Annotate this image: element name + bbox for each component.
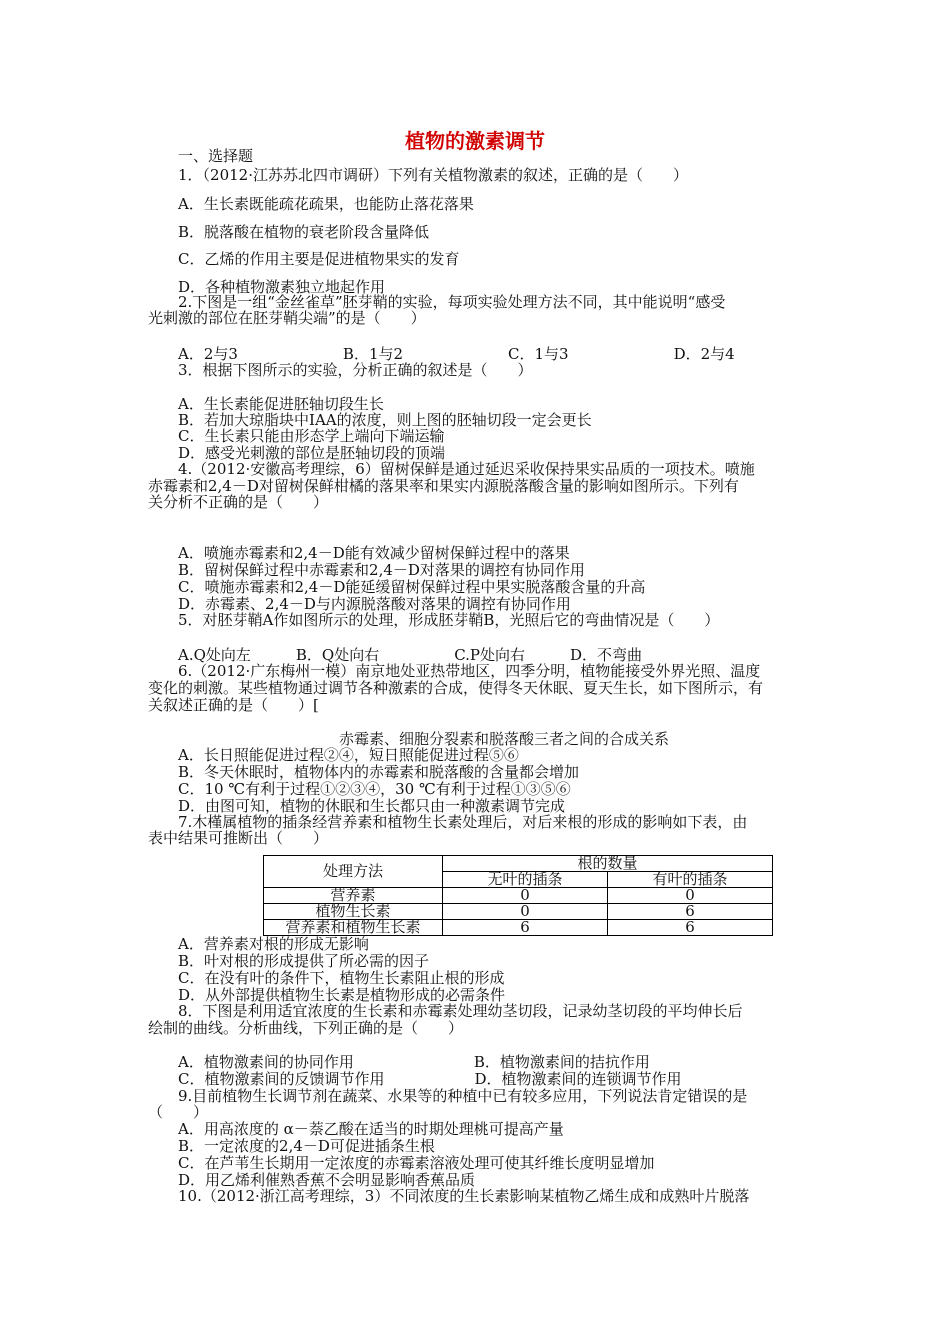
text-line: A．生长素既能疏花疏果，也能防止落花落果 bbox=[178, 195, 474, 213]
table-cell-no-leaf: 0 bbox=[443, 904, 608, 920]
text-line: C．10 ℃有利于过程①②③④，30 ℃有利于过程①③⑤⑥ bbox=[178, 780, 571, 798]
text-line: A．植物激素间的协同作用 B．植物激素间的拮抗作用 bbox=[178, 1053, 650, 1071]
text-line: 光刺激的部位在胚芽鞘尖端”的是（ ） bbox=[148, 309, 426, 327]
text-line: 赤霉素和2,4－D对留树保鲜柑橘的落果率和果实内源脱落酸含量的影响如图所示。下列有 bbox=[148, 477, 739, 495]
table-cell-method: 营养素 bbox=[264, 888, 443, 904]
text-line: D．赤霉素、2,4－D与内源脱落酸对落果的调控有协同作用 bbox=[178, 595, 571, 613]
table-subheader-no-leaf: 无叶的插条 bbox=[443, 872, 608, 888]
text-line: A.Q处向左 B．Q处向右 C.P处向右 D．不弯曲 bbox=[178, 646, 643, 664]
root-count-table bbox=[263, 855, 773, 936]
text-line: 表中结果可推断出（ ） bbox=[148, 829, 329, 847]
text-line: A．营养素对根的形成无影响 bbox=[178, 935, 369, 953]
text-line: A．生长素能促进胚轴切段生长 bbox=[178, 395, 384, 413]
text-line: C．喷施赤霉素和2,4－D能延缓留树保鲜过程中果实脱落酸含量的升高 bbox=[178, 578, 646, 596]
text-line: B．一定浓度的2,4－D可促进插条生根 bbox=[178, 1137, 435, 1155]
text-line: 绘制的曲线。分析曲线，下列正确的是（ ） bbox=[148, 1019, 464, 1037]
text-line: D．从外部提供植物生长素是植物形成的必需条件 bbox=[178, 986, 506, 1004]
text-line: 变化的刺激。某些植物通过调节各种激素的合成，使得冬天休眠、夏天生长，如下图所示，有 bbox=[148, 679, 764, 697]
text-line: C．植物激素间的反馈调节作用 D．植物激素间的连锁调节作用 bbox=[178, 1070, 682, 1088]
text-line: 9.目前植物生长调节剂在蔬菜、水果等的种植中已有较多应用，下列说法肯定错误的是 bbox=[178, 1087, 748, 1105]
text-line: 关分析不正确的是（ ） bbox=[148, 493, 329, 511]
text-line: 7.木槿属植物的插条经营养素和植物生长素处理后，对后来根的形成的影响如下表，由 bbox=[178, 813, 748, 831]
text-line: B．若加大琼脂块中IAA的浓度，则上图的胚轴切段一定会更长 bbox=[178, 411, 592, 429]
text-line: 关叙述正确的是（ ）[ bbox=[148, 696, 319, 714]
table-row bbox=[264, 920, 773, 936]
table-cell-no-leaf: 0 bbox=[443, 888, 608, 904]
text-line: 8．下图是利用适宜浓度的生长素和赤霉素处理幼茎切段，记录幼茎切段的平均伸长后 bbox=[178, 1002, 743, 1020]
text-line: 1．（2012·江苏苏北四市调研）下列有关植物激素的叙述，正确的是（ ） bbox=[178, 166, 688, 184]
table-cell-with-leaf: 0 bbox=[608, 888, 773, 904]
text-line: 10.（2012·浙江高考理综，3）不同浓度的生长素影响某植物乙烯生成和成熟叶片脱落 bbox=[178, 1187, 750, 1205]
text-line: D．用乙烯利催熟香蕉不会明显影响香蕉品质 bbox=[178, 1171, 476, 1189]
text-line: A．喷施赤霉素和2,4－D能有效减少留树保鲜过程中的落果 bbox=[178, 544, 570, 562]
text-line: B．冬天休眠时，植物体内的赤霉素和脱落酸的含量都会增加 bbox=[178, 763, 580, 781]
text-line: A．2与3 B．1与2 C．1与3 D．2与4 bbox=[178, 345, 735, 363]
text-line: B．留树保鲜过程中赤霉素和2,4－D对落果的调控有协同作用 bbox=[178, 561, 585, 579]
text-line: 6.（2012·广东梅州一模）南京地处亚热带地区，四季分明，植物能接受外界光照、温度 bbox=[178, 662, 761, 680]
table-cell-method: 营养素和植物生长素 bbox=[264, 920, 443, 936]
text-line: A．用高浓度的 α－萘乙酸在适当的时期处理桃可提高产量 bbox=[178, 1120, 564, 1138]
text-line: 2.下图是一组“金丝雀草”胚芽鞘的实验，每项实验处理方法不同，其中能说明“感受 bbox=[178, 293, 726, 311]
table-cell-with-leaf: 6 bbox=[608, 904, 773, 920]
text-line: D．感受光刺激的部位是胚轴切段的顶端 bbox=[178, 444, 446, 462]
text-line: 3．根据下图所示的实验，分析正确的叙述是（ ） bbox=[178, 361, 533, 379]
section-heading: 一、选择题 bbox=[178, 147, 254, 165]
text-line: C．在芦苇生长期用一定浓度的赤霉素溶液处理可使其纤维长度明显增加 bbox=[178, 1154, 655, 1172]
table-cell-no-leaf: 6 bbox=[443, 920, 608, 936]
table-header-method: 处理方法 bbox=[264, 856, 443, 888]
text-line: 4.（2012·安徽高考理综，6）留树保鲜是通过延迟采收保持果实品质的一项技术。喷施 bbox=[178, 460, 755, 478]
text-line: 赤霉素、细胞分裂素和脱落酸三者之间的合成关系 bbox=[339, 730, 670, 748]
text-line: B．叶对根的形成提供了所必需的因子 bbox=[178, 952, 430, 970]
text-line: D．由图可知，植物的休眠和生长都只由一种激素调节完成 bbox=[178, 797, 566, 815]
text-line: D．各种植物激素独立地起作用 bbox=[178, 278, 386, 296]
text-line: A．长日照能促进过程②④，短日照能促进过程⑤⑥ bbox=[178, 746, 519, 764]
text-line: C．乙烯的作用主要是促进植物果实的发育 bbox=[178, 250, 460, 268]
text-line: C．生长素只能由形态学上端向下端运输 bbox=[178, 427, 445, 445]
text-line: B．脱落酸在植物的衰老阶段含量降低 bbox=[178, 223, 430, 241]
table-cell-with-leaf: 6 bbox=[608, 920, 773, 936]
table-subheader-with-leaf: 有叶的插条 bbox=[608, 872, 773, 888]
text-line: 5．对胚芽鞘A作如图所示的处理，形成胚芽鞘B，光照后它的弯曲情况是（ ） bbox=[178, 611, 720, 629]
table-cell-method: 植物生长素 bbox=[264, 904, 443, 920]
text-line: （ ） bbox=[148, 1103, 209, 1121]
text-line: C．在没有叶的条件下，植物生长素阻止根的形成 bbox=[178, 969, 505, 987]
page-title: 植物的激素调节 bbox=[405, 129, 545, 153]
table-header-roots: 根的数量 bbox=[443, 856, 773, 872]
